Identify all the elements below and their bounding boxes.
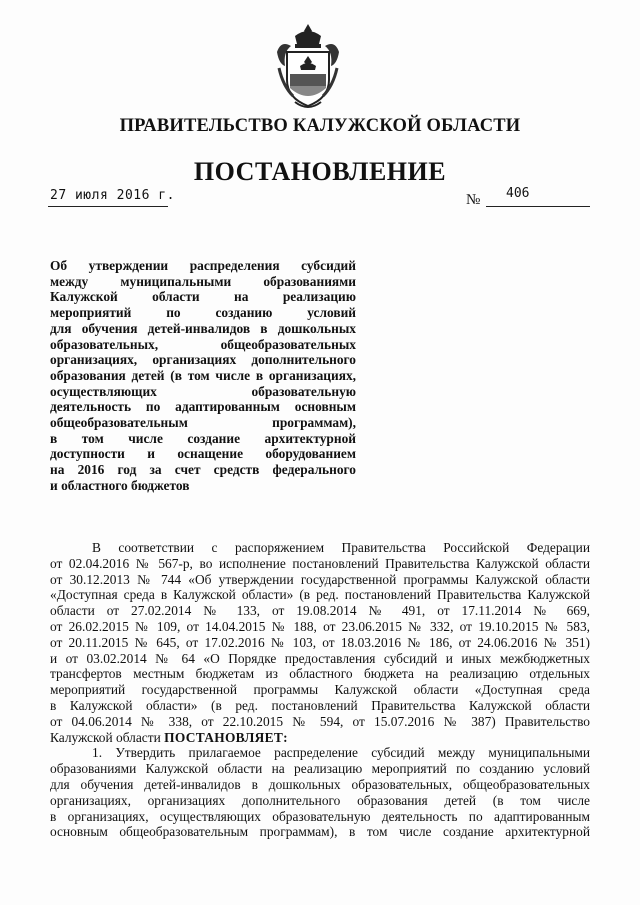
subject-line: деятельность по адаптированным основным [50, 399, 356, 415]
subject-line: осуществляющих образовательную [50, 383, 356, 399]
document-type-title: ПОСТАНОВЛЕНИЕ [193, 157, 447, 186]
subject-line: в том числе создание архитектурной [50, 430, 356, 446]
body-line: области от 27.02.2014 № 133, от 19.08.2014 № 491, от 17.11.2014 № 669, [50, 603, 590, 619]
organization-title: ПРАВИТЕЛЬСТВО КАЛУЖСКОЙ ОБЛАСТИ [119, 116, 521, 136]
subject-line: на 2016 год за счет средств федерального [50, 462, 356, 478]
body-line: мероприятий государственной программы Калужской области «Доступная среда [50, 682, 590, 698]
date-underline [48, 206, 168, 207]
subject-line: для обучения детей-инвалидов в дошкольных [50, 320, 356, 336]
item-line: основным общеобразовательным программам), в том числе создание архитектурной [50, 824, 590, 840]
body-line: и от 03.02.2014 № 64 «О Порядке предоставления субсидий и иных межбюджетных [50, 650, 590, 666]
item-line: организациях, организациях дополнительного образования детей (в том числе [50, 792, 590, 808]
subject-line: доступности и оснащение оборудованием [50, 446, 356, 462]
body-line: Калужской области [50, 729, 161, 745]
subject-line: образования детей (в том числе в организациях, [50, 367, 356, 383]
decree-word: ПОСТАНОВЛЯЕТ: [164, 729, 288, 745]
body-line: от 26.02.2015 № 109, от 14.04.2015 № 188, от 23.06.2015 № 332, от 19.10.2015 № 583, [50, 618, 590, 634]
item-line: 1. Утвердить прилагаемое распределение субсидий между муниципальными [92, 745, 590, 761]
subject-line: Об утверждении распределения субсидий [50, 258, 356, 273]
decree-line [50, 730, 590, 746]
body-line: от 30.12.2013 № 744 «Об утверждении государственной программы Калужской области [50, 571, 590, 587]
coat-of-arms-icon [273, 22, 343, 112]
body-line: в Калужской области» (в ред. постановлений Правительства Калужской области [50, 697, 590, 713]
number-underline [486, 206, 590, 207]
body-line: от 04.06.2014 № 338, от 22.10.2015 № 594, от 15.07.2016 № 387) Правительство [50, 713, 590, 729]
item-line: в организациях, осуществляющих образовательную деятельность по адаптированным [50, 808, 590, 824]
subject-line: и областного бюджетов [50, 477, 190, 493]
subject-line: Калужской области на реализацию [50, 289, 356, 305]
item-line: образованиями Калужской области на реализацию мероприятий по созданию условий [50, 761, 590, 777]
subject-line: организациях, организациях дополнительного [50, 352, 356, 368]
number-sign: № [466, 192, 481, 208]
document-date: 27 июля 2016 г. [50, 188, 175, 203]
subject-line: образовательных, общеобразовательных [50, 336, 356, 352]
body-line: В соответствии с распоряжением Правительства Российской Федерации [92, 540, 590, 555]
item-line: для обучения детей-инвалидов в дошкольных образовательных, общеобразовательных [50, 776, 590, 792]
body-line: от 02.04.2016 № 567-р, во исполнение постановлений Правительства Калужской области [50, 555, 590, 571]
body-line: «Доступная среда в Калужской области» (в ред. постановлений Правительства Калужской [50, 587, 590, 603]
subject-line: общеобразовательным программам), [50, 415, 356, 431]
document-number: 406 [506, 186, 530, 201]
document-subject [50, 258, 356, 494]
body-line: трансфертов местным бюджетам из областного бюджета на реализацию отдельных [50, 666, 590, 682]
subject-line: между муниципальными образованиями [50, 273, 356, 289]
subject-line: мероприятий по созданию условий [50, 305, 356, 321]
body-line: от 20.11.2015 № 645, от 17.02.2016 № 103, от 18.03.2016 № 186, от 24.06.2016 № 351) [50, 634, 590, 650]
document-body [50, 540, 590, 840]
